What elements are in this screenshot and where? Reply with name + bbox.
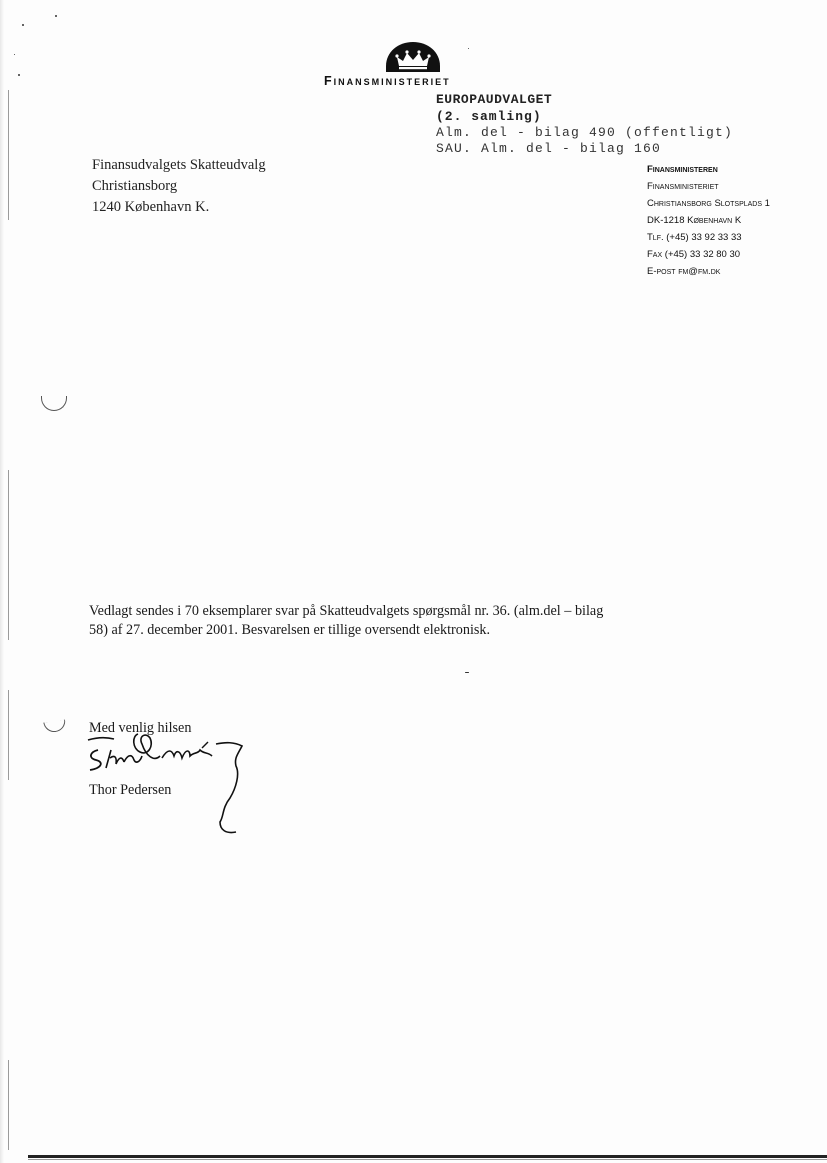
scan-speck: [55, 15, 57, 17]
sender-street: Christiansborg Slotsplads 1: [647, 198, 770, 209]
stamp-line-session: (2. samling): [436, 109, 542, 124]
sender-title: Finansministeren: [647, 164, 718, 175]
sender-ministry: Finansministeriet: [647, 181, 719, 192]
scan-speck: [465, 672, 469, 673]
scan-artifact-line: [8, 470, 9, 640]
sender-city: DK-1218 København K: [647, 215, 742, 226]
sender-block: [647, 161, 770, 280]
scan-speck: [18, 74, 20, 76]
stamp-line-reference: Alm. del - bilag 490 (offentligt): [436, 125, 734, 140]
ministry-name: Finansministeriet: [324, 74, 451, 88]
sender-email: E-post fm@fm.dk: [647, 266, 721, 277]
scan-speck: [14, 54, 15, 55]
scan-bottom-edge: [28, 1159, 827, 1160]
punch-hole-mark: [41, 396, 67, 411]
scan-artifact-line: [8, 1060, 9, 1150]
scan-bottom-edge: [28, 1155, 827, 1158]
scan-edge: [0, 0, 4, 1163]
addressee-line: 1240 København K.: [92, 199, 210, 215]
addressee-block: [92, 155, 266, 218]
crown-icon: [384, 40, 442, 74]
stamp-line-committee: EUROPAUDVALGET: [436, 92, 553, 107]
closing-greeting: Med venlig hilsen: [89, 720, 192, 736]
scan-artifact-line: [8, 690, 9, 780]
scan-speck: [22, 24, 24, 26]
scan-speck: [468, 48, 469, 49]
sender-phone: Tlf. (+45) 33 92 33 33: [647, 232, 742, 243]
sender-fax: Fax (+45) 33 32 80 30: [647, 249, 741, 260]
scan-artifact-line: [8, 90, 9, 220]
signer-name: Thor Pedersen: [89, 782, 172, 798]
letter-body: Vedlagt sendes i 70 eksemplarer svar på Skatteudvalgets spørgsmål nr. 36. (alm.del – bilag 58) af 27. december 2001. Besvarelsen er tillige oversendt elektronisk.: [89, 603, 604, 638]
addressee-line: Finansudvalgets Skatteudvalg: [92, 157, 266, 173]
punch-hole-mark: [43, 720, 66, 734]
addressee-line: Christiansborg: [92, 178, 178, 194]
stamp-line-reference-2: SAU. Alm. del - bilag 160: [436, 141, 662, 156]
